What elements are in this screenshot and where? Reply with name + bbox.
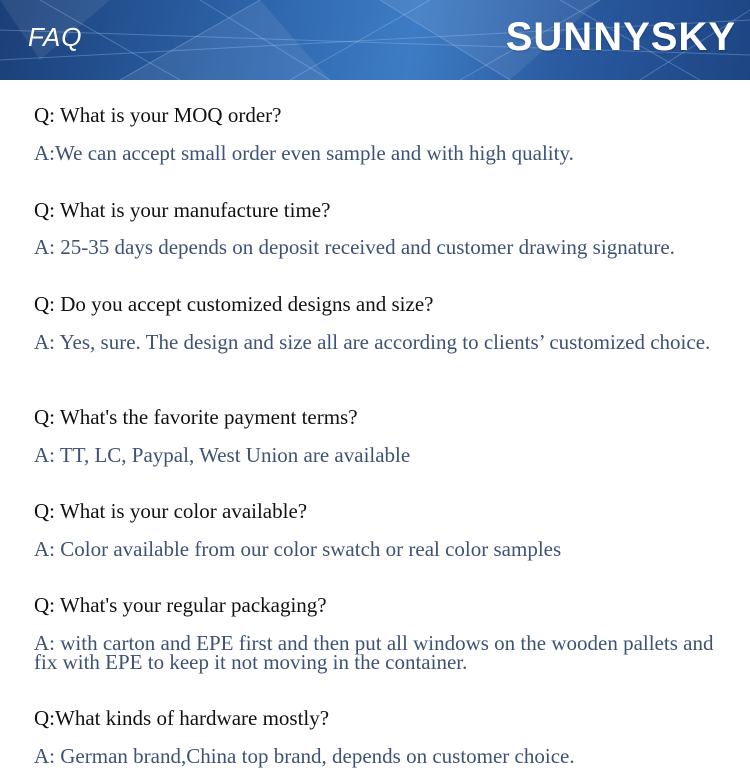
- faq-question: Q: What is your color available?: [34, 499, 308, 523]
- faq-question: Q: What's your regular packaging?: [34, 593, 327, 617]
- faq-item: [34, 499, 724, 561]
- faq-answer: A: with carton and EPE first and then put all windows on the wooden pallets and fix with EPE to keep it not moving in the container.: [34, 631, 714, 674]
- faq-item: [34, 706, 724, 768]
- faq-question: Q: What's the favorite payment terms?: [34, 405, 358, 429]
- faq-answer: A: Color available from our color swatch or real color samples: [34, 537, 562, 561]
- header-banner: [0, 0, 750, 80]
- faq-answer: A: TT, LC, Paypal, West Union are available: [34, 443, 411, 467]
- faq-question: Q: Do you accept customized designs and size?: [34, 292, 434, 316]
- faq-item: [34, 198, 724, 259]
- faq-item: [34, 405, 724, 467]
- brand-logo: SUNNYSKY: [505, 15, 736, 59]
- faq-question: Q: What is your MOQ order?: [34, 103, 282, 127]
- faq-title: FAQ: [28, 22, 83, 52]
- faq-answer: A: German brand,China top brand, depends on customer choice.: [34, 744, 575, 768]
- faq-answer: A: Yes, sure. The design and size all are according to clients’ customized choice.: [34, 330, 711, 354]
- faq-answer: A:We can accept small order even sample and with high quality.: [34, 141, 574, 165]
- faq-question: Q: What is your manufacture time?: [34, 198, 331, 222]
- faq-answer: A: 25-35 days depends on deposit received and customer drawing signature.: [34, 235, 675, 259]
- faq-item: [34, 593, 724, 674]
- faq-item: [34, 103, 724, 165]
- faq-item: [34, 292, 724, 354]
- faq-question: Q:What kinds of hardware mostly?: [34, 706, 330, 730]
